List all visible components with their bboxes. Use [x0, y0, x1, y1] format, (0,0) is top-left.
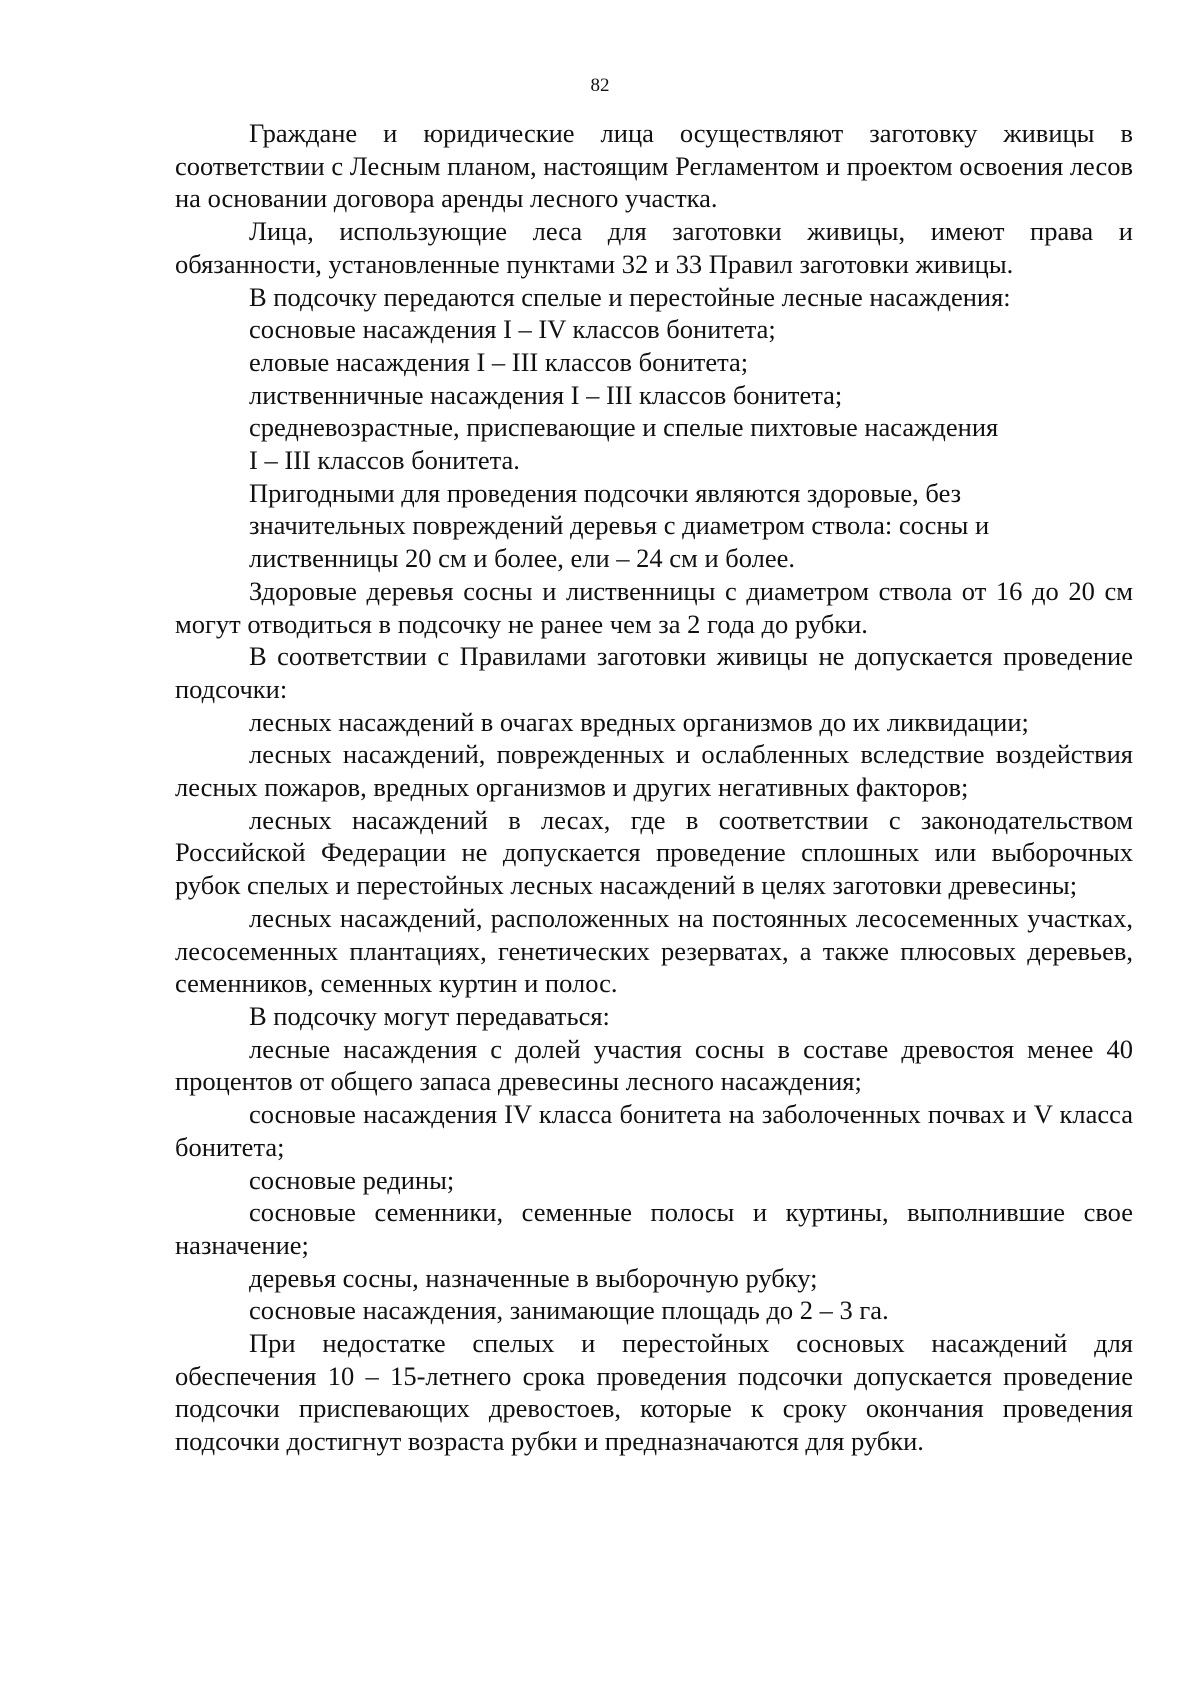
page-number: 82 [590, 75, 610, 96]
list-item: лесные насаждения с долей участия сосны в составе древостоя менее 40 процентов от общего запаса древесины лесного насаждения; [175, 1033, 1133, 1097]
paragraph: значительных повреждений деревья с диаметром ствола: сосны и [249, 510, 990, 541]
list-item: средневозрастные, приспевающие и спелые пихтовые насаждения [249, 412, 999, 443]
paragraph: Здоровые деревья сосны и лиственницы с диаметром ствола от 16 до 20 см могут отводиться в подсочку не ранее чем за 2 года до рубки. [175, 575, 1133, 639]
list-item: сосновые насаждения, занимающие площадь до 2 – 3 га. [249, 1295, 889, 1326]
list-item: сосновые насаждения IV класса бонитета на заболоченных почвах и V класса бонитета; [175, 1099, 1133, 1162]
list-item: лесных насаждений в очагах вредных организмов до их ликвидации; [249, 706, 1029, 737]
list-item: I – III классов бонитета. [249, 445, 520, 476]
paragraph: В подсочку могут передаваться: [249, 1000, 610, 1031]
paragraph: В соответствии с Правилами заготовки живицы не допускается проведение подсочки: [175, 641, 1133, 704]
list-item: деревья сосны, назначенные в выборочную рубку; [249, 1262, 818, 1293]
paragraph: При недостатке спелых и перестойных сосновых насаждений для обеспечения 10 – 15-летнего срока проведения подсочки допускается проведение подсочки приспевающих древостоев, которые к сроку окончания проведения подсочки достигнут возраста рубки и предназначаются для рубки. [175, 1328, 1133, 1457]
list-item: сосновые семенники, семенные полосы и куртины, выполнившие свое назначение; [175, 1197, 1133, 1260]
paragraph: Лица, использующие леса для заготовки живицы, имеют права и обязанности, установленные пунктами 32 и 33 Правил заготовки живицы. [175, 216, 1133, 279]
list-item: сосновые редины; [249, 1164, 455, 1195]
paragraph: лиственницы 20 см и более, ели – 24 см и более. [249, 543, 796, 574]
paragraph: В подсочку передаются спелые и перестойные лесные насаждения: [249, 281, 1011, 312]
document-body [175, 117, 1133, 1458]
list-item: еловые насаждения I – III классов бонитета; [249, 346, 749, 377]
list-item: лиственничные насаждения I – III классов бонитета; [249, 379, 843, 410]
list-item: сосновые насаждения I – IV классов бонитета; [249, 314, 776, 345]
list-item: лесных насаждений, поврежденных и ослабленных вследствие воздействия лесных пожаров, вредных организмов и других негативных факторов; [175, 739, 1133, 803]
list-item: лесных насаждений в лесах, где в соответствии с законодательством Российской Федерации не допускается проведение сплошных или выборочных рубок спелых и перестойных лесных насаждений в целях заготовки древесины; [175, 804, 1133, 901]
list-item: лесных насаждений, расположенных на постоянных лесосеменных участках, лесосеменных плантациях, генетических резерватах, а также плюсовых деревьев, семенников, семенных куртин и полос. [175, 902, 1133, 999]
paragraph: Пригодными для проведения подсочки являются здоровые, без [249, 477, 962, 508]
paragraph: Граждане и юридические лица осуществляют заготовку живицы в соответствии с Лесным планом, настоящим Регламентом и проектом освоения лесов на основании договора аренды лесного участка. [175, 118, 1133, 214]
